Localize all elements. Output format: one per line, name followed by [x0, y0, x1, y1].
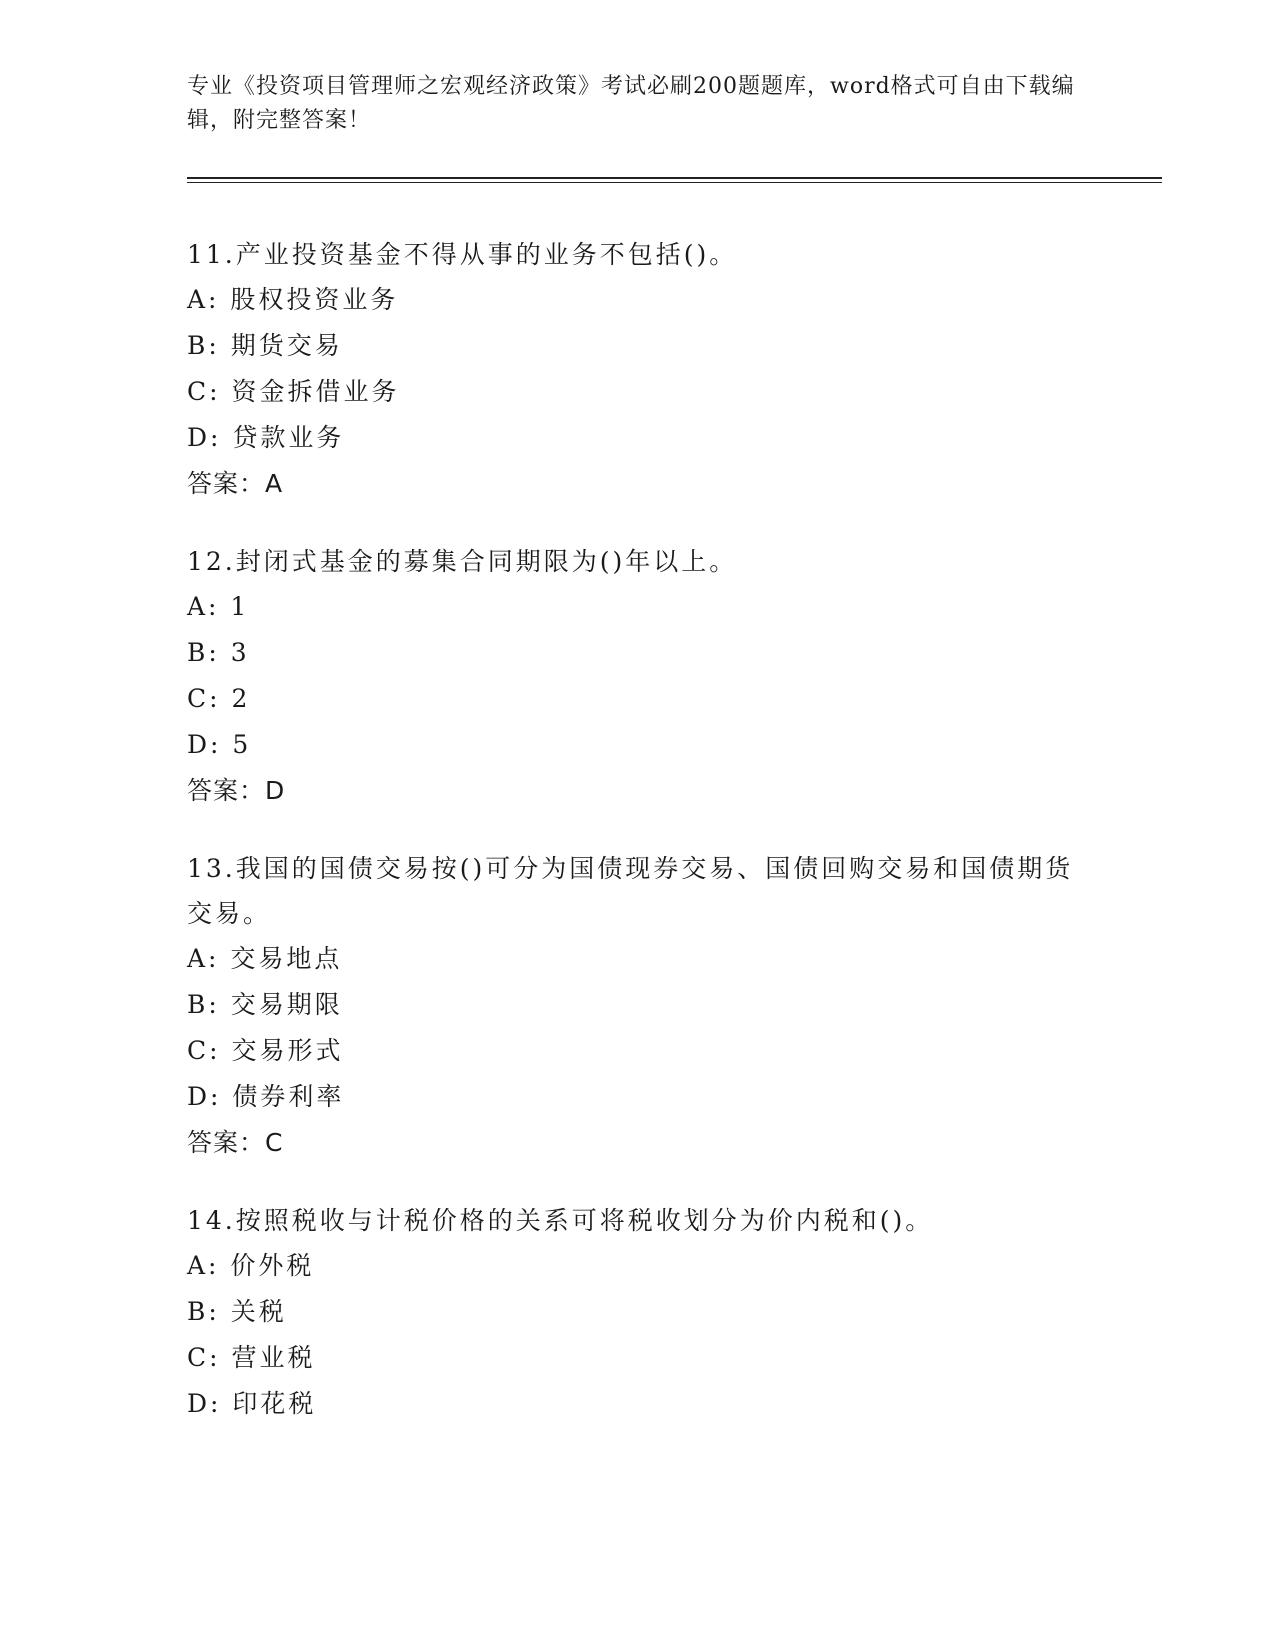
answer-line: 答案：C	[187, 1128, 284, 1157]
option-b: B: 关税	[187, 1297, 287, 1326]
question-stem: 12.封闭式基金的募集合同期限为()年以上。	[187, 547, 738, 576]
option-d: D: 5	[187, 730, 252, 759]
question-list	[187, 232, 1087, 1459]
option-b: B: 3	[187, 638, 250, 667]
option-a: A: 股权投资业务	[187, 285, 399, 314]
option-d: D: 债券利率	[187, 1082, 345, 1111]
question-12	[187, 539, 1087, 814]
option-a: A: 价外税	[187, 1251, 315, 1280]
option-c: C: 营业税	[187, 1343, 316, 1372]
option-b: B: 交易期限	[187, 990, 343, 1019]
document-header: 专业《投资项目管理师之宏观经济政策》考试必刷200题题库，word格式可自由下载编辑，附完整答案！	[187, 74, 1075, 133]
option-d: D: 印花税	[187, 1389, 317, 1418]
question-11	[187, 232, 1087, 507]
option-b: B: 期货交易	[187, 331, 343, 360]
answer-line: 答案：A	[187, 469, 284, 498]
header-rule-thin	[187, 182, 1162, 183]
option-d: D: 贷款业务	[187, 423, 345, 452]
question-stem: 13.我国的国债交易按()可分为国债现券交易、国债回购交易和国债期货交易。	[187, 854, 1074, 928]
option-c: C: 2	[187, 684, 251, 713]
question-13	[187, 846, 1087, 1166]
option-a: A: 交易地点	[187, 944, 343, 973]
option-c: C: 交易形式	[187, 1036, 344, 1065]
header-rule-thick	[187, 177, 1162, 179]
question-stem: 11.产业投资基金不得从事的业务不包括()。	[187, 240, 738, 269]
answer-line: 答案：D	[187, 776, 286, 805]
option-c: C: 资金拆借业务	[187, 377, 400, 406]
question-14	[187, 1198, 1087, 1427]
question-stem: 14.按照税收与计税价格的关系可将税收划分为价内税和()。	[187, 1206, 934, 1235]
option-a: A: 1	[187, 592, 250, 621]
